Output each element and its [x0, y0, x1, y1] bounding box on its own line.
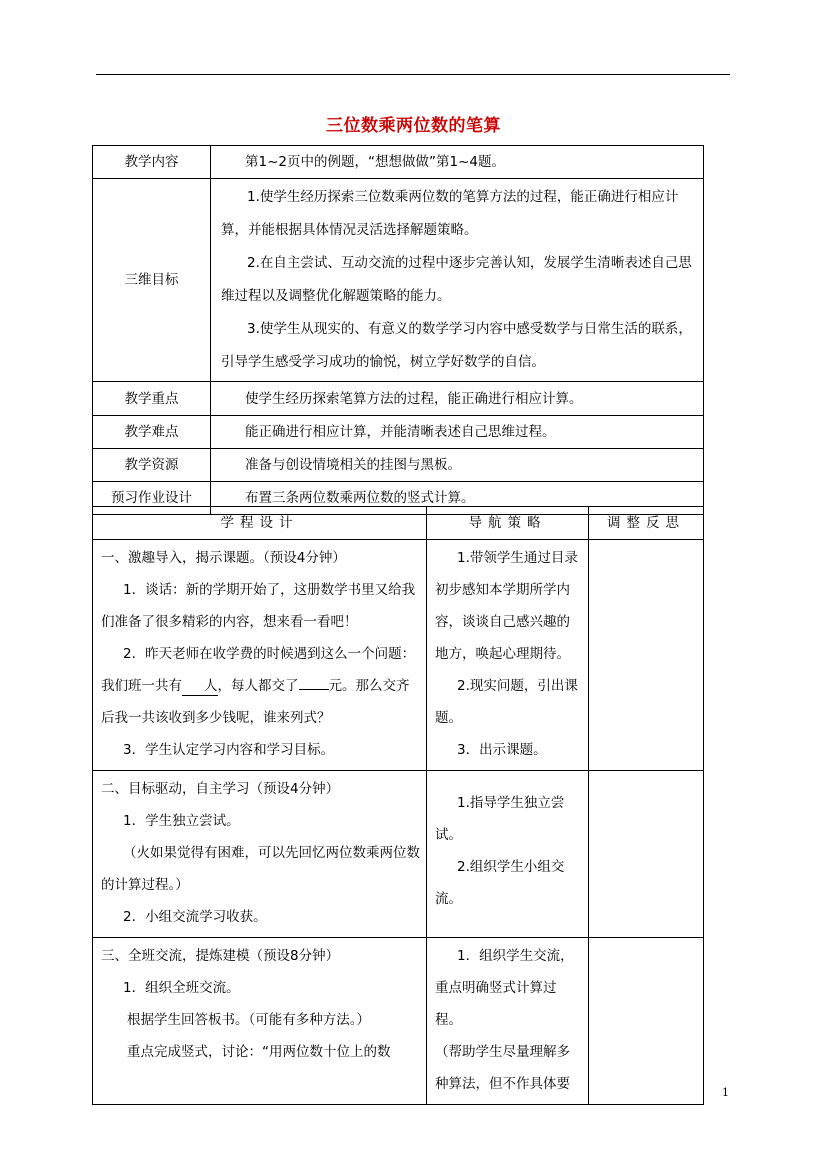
row-content [93, 146, 704, 179]
preview-label: 预习作业设计 [93, 482, 211, 515]
section-1-reflection [589, 540, 704, 771]
objectives-cell [211, 179, 704, 382]
section-1-nav-1: 1.带领学生通过目录初步感知本学期所学内容，谈谈自己感兴趣的地方，唤起心理期待。 [435, 550, 578, 662]
section-1-nav-3: 3．出示课题。 [457, 742, 547, 758]
lesson-plan-table [92, 506, 704, 1105]
header-rule [96, 74, 730, 75]
section-3-row [93, 938, 704, 1105]
section-1-item-3: 3．学生认定学习内容和学习目标。 [123, 742, 335, 758]
row-key [93, 382, 704, 416]
section-1-nav-2: 2.现实问题，引出课题。 [435, 678, 578, 726]
section-2-nav-1: 1.指导学生独立尝试。 [435, 795, 565, 843]
header-design: 学程设计 [93, 507, 427, 540]
key-label: 教学重点 [93, 382, 211, 416]
section-2-design [93, 771, 427, 938]
section-1-item-2: 2．昨天老师在收学费的时候遇到这么一个问题：我们班一共有 人，每人都交了 元。那么交齐后我一共该收到多少钱呢，谁来列式？ [101, 646, 416, 726]
section-2-note: （火如果觉得有困难，可以先回忆两位数乘两位数的计算过程。） [101, 845, 420, 893]
objective-2: 2.在自主尝试、互动交流的过程中逐步完善认知，发展学生清晰表述自己思维过程以及调整优化解题策略的能力。 [221, 255, 692, 304]
objectives-label: 三维目标 [93, 179, 211, 382]
content-value: 第1~2页中的例题，“想想做做”第1~4题。 [211, 146, 704, 179]
section-3-title: 三、全班交流，提炼建模（预设8分钟） [101, 948, 340, 964]
content-label: 教学内容 [93, 146, 211, 179]
resources-label: 教学资源 [93, 449, 211, 482]
row-difficulty [93, 416, 704, 449]
header-strategy: 导航策略 [427, 507, 589, 540]
section-3-design [93, 938, 427, 1105]
section-1-row [93, 540, 704, 771]
preview-value: 布置三条两位数乘两位数的竖式计算。 [211, 482, 704, 515]
section-2-item-1: 1．学生独立尝试。 [123, 813, 240, 829]
row-objectives [93, 179, 704, 382]
header-reflection: 调整反思 [589, 507, 704, 540]
blank-fee [299, 689, 329, 690]
section-1-design [93, 540, 427, 771]
blank-students: 人 [182, 677, 218, 696]
section-3-nav-1: 1．组织学生交流，重点明确竖式计算过程。 [435, 948, 574, 1028]
page-number: 1 [722, 1086, 729, 1099]
section-3-strategy [427, 938, 589, 1105]
difficulty-value: 能正确进行相应计算，并能清晰表述自己思维过程。 [211, 416, 704, 449]
section-3-line-2: 根据学生回答板书。（可能有多种方法。） [127, 1012, 370, 1028]
section-2-title: 二、目标驱动，自主学习（预设4分钟） [101, 781, 340, 797]
resources-value: 准备与创设情境相关的挂图与黑板。 [211, 449, 704, 482]
row-resources [93, 449, 704, 482]
lesson-info-table [92, 145, 704, 515]
objective-1: 1.使学生经历探索三位数乘两位数的笔算方法的过程，能正确进行相应计算，并能根据具体情况灵活选择解题策略。 [221, 189, 679, 238]
section-2-strategy [427, 771, 589, 938]
objective-3: 3.使学生从现实的、有意义的数学学习内容中感受数学与日常生活的联系，引导学生感受学习成功的愉悦，树立学好数学的自信。 [221, 321, 692, 370]
plan-header-row [93, 507, 704, 540]
section-1-item-1: 1．谈话：新的学期开始了，这册数学书里又给我们准备了很多精彩的内容，想来看一看吧！ [101, 582, 416, 630]
key-value: 使学生经历探索笔算方法的过程，能正确进行相应计算。 [211, 382, 704, 416]
section-1-title: 一、激趣导入，揭示课题。（预设4分钟） [101, 550, 346, 566]
document-title: 三位数乘两位数的笔算 [326, 116, 501, 136]
section-3-item-1: 1．组织全班交流。 [123, 980, 240, 996]
section-3-line-3: 重点完成竖式，讨论：“用两位数十位上的数 [127, 1044, 391, 1060]
section-3-reflection [589, 938, 704, 1105]
section-1-strategy [427, 540, 589, 771]
section-2-reflection [589, 771, 704, 938]
section-2-row [93, 771, 704, 938]
section-2-nav-2: 2.组织学生小组交流。 [435, 859, 565, 907]
difficulty-label: 教学难点 [93, 416, 211, 449]
section-3-nav-2: （帮助学生尽量理解多种算法，但不作具体要 [435, 1044, 570, 1092]
section-2-item-2: 2．小组交流学习收获。 [123, 909, 267, 925]
